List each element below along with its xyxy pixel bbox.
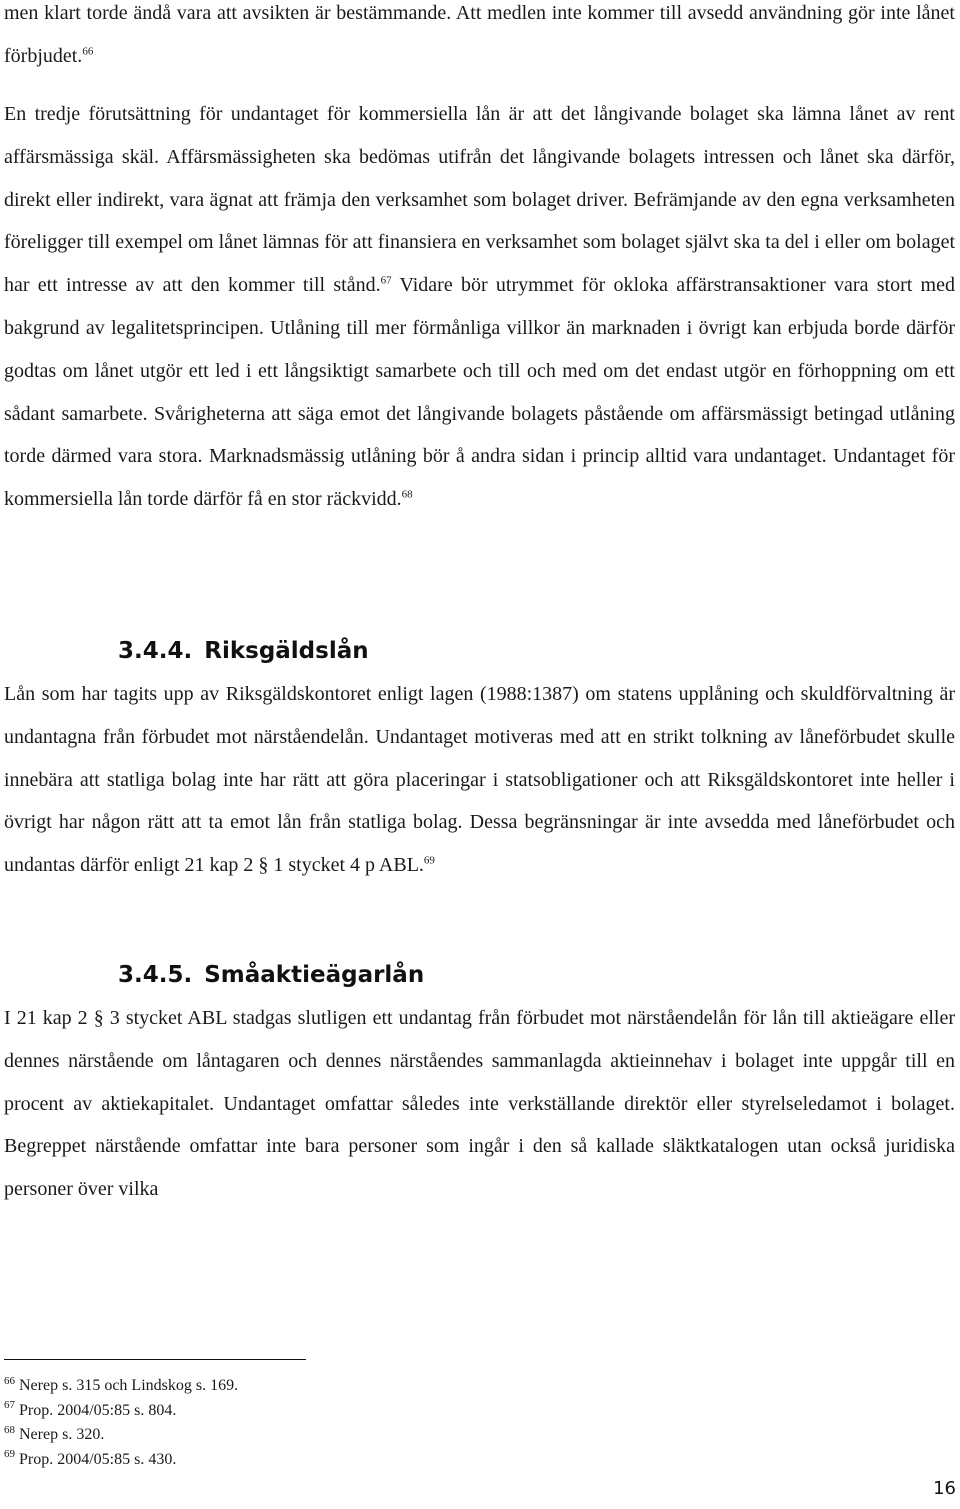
page-number: 16 [933,1478,956,1499]
section-number: 3.4.5. [118,962,193,988]
paragraph-intro [4,0,955,78]
footnote-number: 69 [4,1448,15,1461]
footnote-ref[interactable]: 68 [401,488,413,501]
section-title: Riksgäldslån [204,638,369,664]
footnote-ref[interactable]: 69 [423,854,435,867]
footnote-separator [4,1359,306,1360]
footnote-number: 66 [4,1374,15,1387]
footnote-text: Prop. 2004/05:85 s. 430. [19,1450,177,1468]
paragraph-riksgaldslan [4,673,955,887]
paragraph-text: En tredje förutsättning för undantaget för kommersiella lån är att det långivande bolaget ska lämna lånet av rent affärsmässiga skäl. Affärsmässigheten ska bedömas utifrån det långivande bolagets intressen och lånet ska därför, direkt eller indirekt, vara ägnat att främja den verksamhet som bolaget driver. Befrämjande av den egna verksamheten föreligger till exempel om lånet lämnas för att finansiera en verksamhet som bolaget självt ska ta del i eller om bolaget har ett intresse av att den kommer till stånd. [4,103,955,297]
footnote-number: 68 [4,1423,15,1436]
section-heading-smaaktieagarlan [118,962,424,988]
footnote-ref[interactable]: 67 [380,274,392,287]
paragraph-text: men klart torde ändå vara att avsikten är bestämmande. Att medlen inte kommer till avsedd användning gör inte lånet förbjudet. [4,2,955,67]
paragraph-text: Lån som har tagits upp av Riksgäldskontoret enligt lagen (1988:1387) om statens upplåning och skuldförvaltning är undantagna från förbudet mot närståendelån. Undantaget motiveras med att en strikt tolkning av låneförbudet skulle innebära att statliga bolag inte har rätt att göra placeringar i statsobligationer och att Riksgäldskontoret inte heller i övrigt har någon rätt att ta emot lån från statliga bolag. Dessa begränsningar är inte avsedda med låneförbudet och undantas därför enligt 21 kap 2 § 1 stycket 4 p ABL. [4,683,955,877]
paragraph-text: Vidare bör utrymmet för okloka affärstransaktioner vara stort med bakgrund av legalitetsprincipen. Utlåning till mer förmånliga villkor än marknaden i övrigt kan erbjuda borde därför godtas om lånet utgör ett led i ett långsiktigt samarbete och till och med om det endast utgör en förhoppning om ett sådant samarbete. Svårigheterna att säga emot det långivande bolagets påstående om affärsmässigt betingad utlåning torde därmed vara stora. Marknadsmässig utlåning bör å andra sidan i princip alltid vara undantaget. Undantaget för kommersiella lån torde därför få en stor räckvidd. [4,274,955,511]
section-number: 3.4.4. [118,638,193,664]
footnotes [4,1374,604,1472]
footnote [4,1423,604,1448]
footnote [4,1374,604,1399]
section-heading-riksgaldslan [118,638,369,664]
footnote [4,1448,604,1473]
footnote-text: Nerep s. 320. [19,1426,105,1443]
footnote [4,1399,604,1424]
paragraph-smaaktieagarlan [4,997,955,1211]
paragraph-text: I 21 kap 2 § 3 stycket ABL stadgas slutligen ett undantag från förbudet mot närståendelån för lån till aktieägare eller dennes närstående om låntagaren och dennes närståendes sammanlagda aktieinnehav i bolaget inte uppgår till en procent av aktiekapitalet. Undantaget omfattar således inte verkställande direktör eller styrelseledamot i bolaget. Begreppet närstående omfattar inte bara personer som ingår i den så kallade släktkatalogen utan också juridiska personer över vilka [4,1007,955,1201]
paragraph-commercial-loans [4,93,955,521]
footnote-text: Nerep s. 315 och Lindskog s. 169. [19,1377,239,1394]
section-title: Småaktieägarlån [204,962,425,988]
footnote-text: Prop. 2004/05:85 s. 804. [19,1401,177,1419]
footnote-ref[interactable]: 66 [82,45,94,58]
footnote-number: 67 [4,1399,15,1412]
